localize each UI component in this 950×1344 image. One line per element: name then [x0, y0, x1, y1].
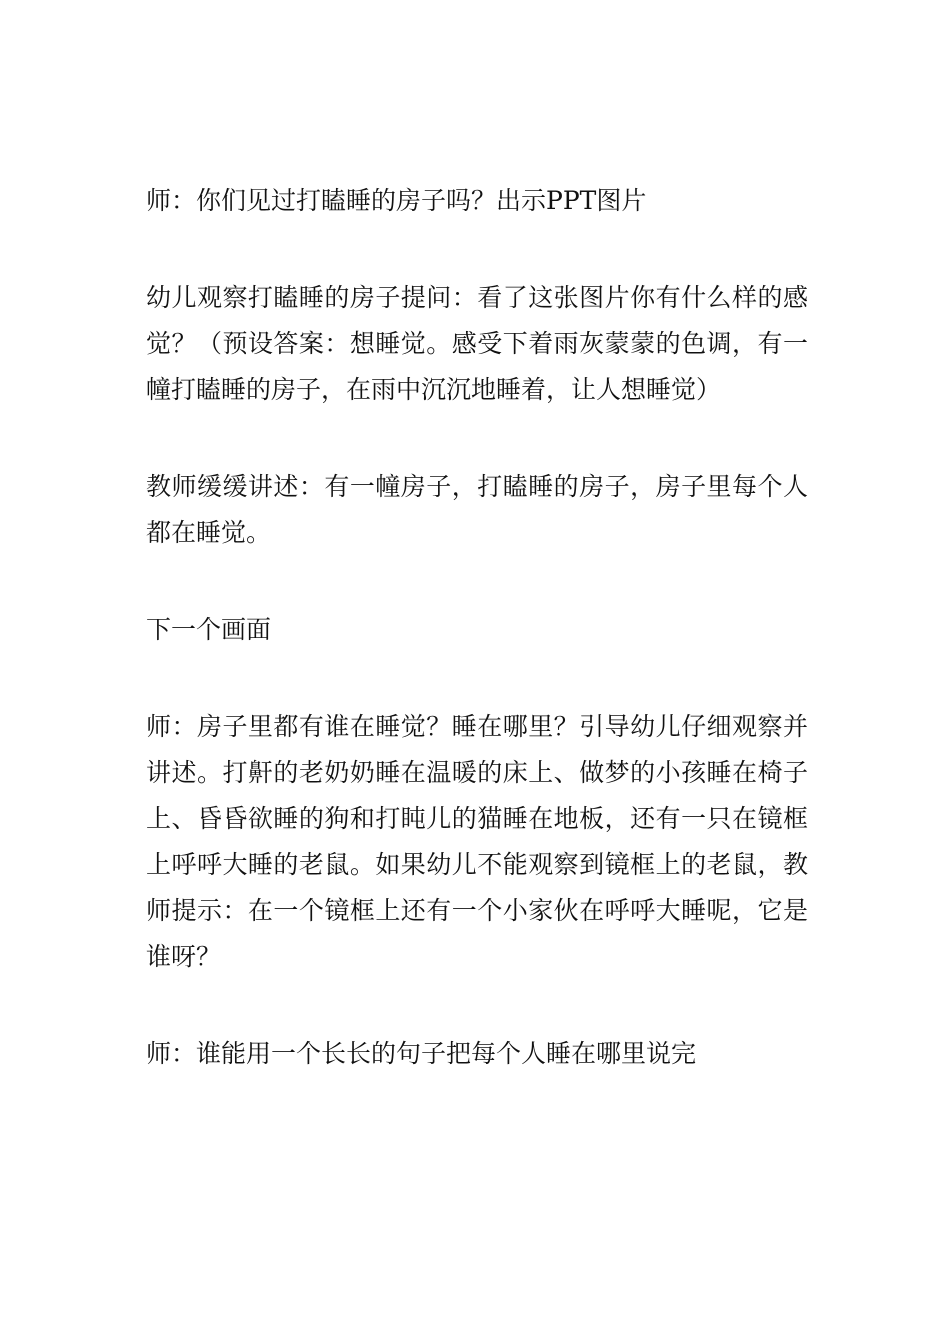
paragraph-observation-question: 幼儿观察打瞌睡的房子提问：看了这张图片你有什么样的感觉？（预设答案：想睡觉。感受下着雨灰蒙蒙的色调，有一幢打瞌睡的房子，在雨中沉沉地睡着，让人想睡觉）	[146, 283, 808, 404]
paragraph-intro-question: 师：你们见过打瞌睡的房子吗？出示PPT图片	[146, 186, 647, 215]
paragraph-who-is-sleeping: 师：房子里都有谁在睡觉？睡在哪里？引导幼儿仔细观察并讲述。打鼾的老奶奶睡在温暖的床上、做梦的小孩睡在椅子上、昏昏欲睡的狗和打盹儿的猫睡在地板，还有一只在镜框上呼呼大睡的老鼠。如果幼儿不能观察到镜框上的老鼠，教师提示：在一个镜框上还有一个小家伙在呼呼大睡呢，它是谁呀？	[146, 712, 808, 971]
paragraph-next-scene: 下一个画面	[146, 615, 272, 644]
paragraph-long-sentence: 师：谁能用一个长长的句子把每个人睡在哪里说完	[146, 1039, 697, 1068]
paragraph-teacher-narration: 教师缓缓讲述：有一幢房子，打瞌睡的房子，房子里每个人都在睡觉。	[146, 472, 808, 547]
document-body	[146, 178, 808, 1077]
